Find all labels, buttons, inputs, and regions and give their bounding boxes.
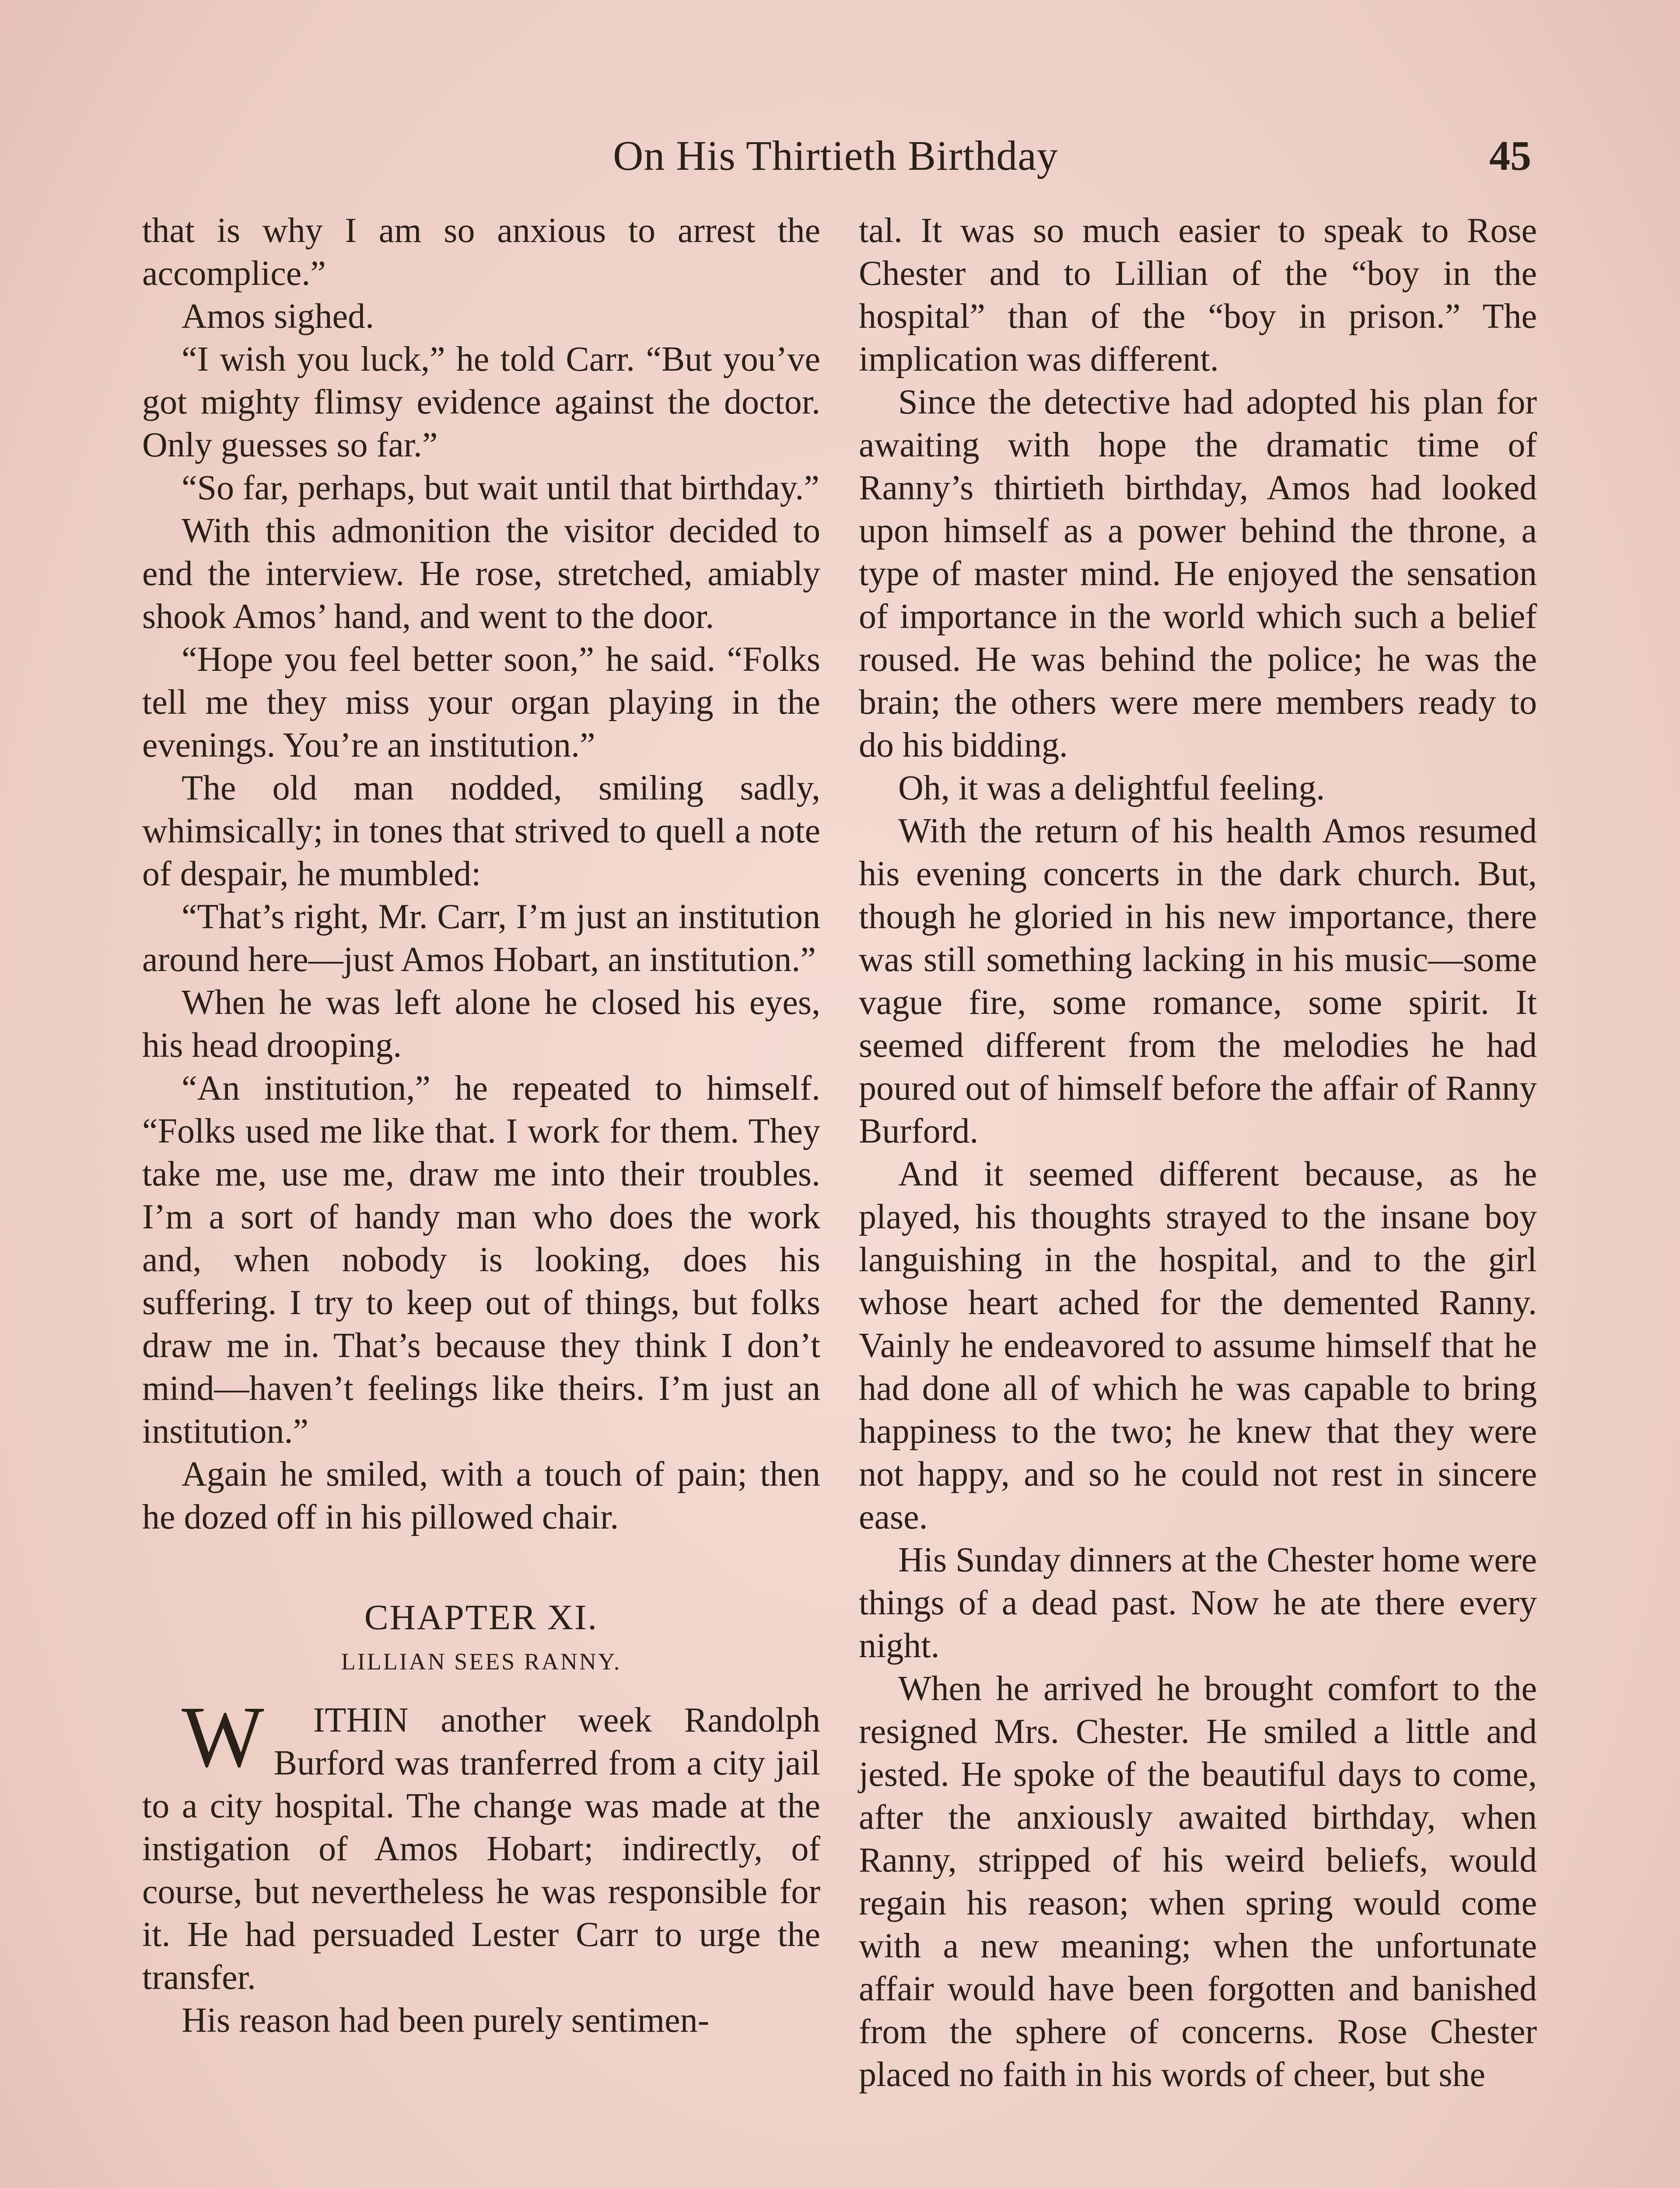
page-number: 45 (1489, 132, 1531, 179)
paragraph: With this admonition the visitor decided to end the interview. He rose, stretched, amiably shook Amos’ hand, and went to the door. (142, 512, 820, 636)
paragraph: “Hope you feel better soon,” he said. “Folks tell me they miss your organ playing in the evenings. You’re an institution.” (142, 640, 820, 764)
paragraph: Again he smiled, with a touch of pain; then he dozed off in his pillowed chair. (142, 1455, 820, 1536)
paragraph: “An institution,” he repeated to himself. “Folks used me like that. I work for them. They take me, use me, draw me into their troubles. I’m a sort of handy man who does the work and, when nobody is looking, does his suffering. I try to keep out of things, but folks draw me in. That’s because they think I don’t mind—haven’t feelings like theirs. I’m just an institution.” (142, 1069, 820, 1451)
page-header (140, 131, 1531, 188)
chapter-opening-text: ITHIN another week Randolph Burford was tranferred from a city jail to a city hospital. The change was made at the instigation of Amos Hobart; indirectly, of course, but nevertheless he was responsible for it. He had persuaded Lester Carr to urge the transfer. (142, 1701, 820, 1997)
left-column (142, 209, 820, 2042)
paragraph: With the return of his health Amos resumed his evening concerts in the dark church. But, though he gloried in his new importance, there was still something lacking in his music—some vague fire, some romance, some spirit. It seemed different from the melodies he had poured out of himself before the affair of Ranny Burford. (859, 812, 1537, 1150)
paragraph: His reason had been purely sentimen- (182, 2001, 710, 2040)
paragraph: Since the detective had adopted his plan for awaiting with hope the dramatic time of Ranny’s thirtieth birthday, Amos had looked upon himself as a power behind the throne, a type of master mind. He enjoyed the sensation of importance in the world which such a belief roused. He was behind the police; he was the brain; the others were mere members ready to do his bidding. (859, 383, 1537, 764)
paragraph: And it seemed different because, as he played, his thoughts strayed to the insane boy languishing in the hospital, and to the girl whose heart ached for the demented Ranny. Vainly he endeavored to assume himself that he had done all of which he was capable to bring happiness to the two; he knew that they were not happy, and so he could not rest in sincere ease. (859, 1155, 1537, 1536)
chapter-title: CHAPTER XI. (364, 1597, 598, 1637)
drop-cap: W (182, 1689, 264, 1785)
chapter-opening-paragraph (142, 1689, 820, 1999)
paragraph: Amos sighed. (182, 297, 374, 336)
paragraph: His Sunday dinners at the Chester home were things of a dead past. Now he ate there every night. (859, 1541, 1537, 1665)
paragraph: When he was left alone he closed his eyes, his head drooping. (142, 983, 820, 1065)
paragraph: tal. It was so much easier to speak to Rose Chester and to Lillian of the “boy in the hospital” than of the “boy in prison.” The implication was different. (859, 211, 1537, 379)
paragraph: Oh, it was a delightful feeling. (898, 769, 1325, 807)
paragraph: “That’s right, Mr. Carr, I’m just an institution around here—just Amos Hobart, an institution.” (142, 898, 820, 979)
paragraph: “I wish you luck,” he told Carr. “But you’ve got mighty flimsy evidence against the doctor. Only guesses so far.” (142, 340, 820, 464)
right-column (859, 209, 1537, 2096)
paragraph: When he arrived he brought comfort to the resigned Mrs. Chester. He smiled a little and jested. He spoke of the beautiful days to come, after the anxiously awaited birthday, when Ranny, stripped of his weird beliefs, would regain his reason; when spring would come with a new meaning; when the unfortunate affair would have been forgotten and banished from the sphere of concerns. Rose Chester placed no faith in his words of cheer, but she (859, 1669, 1537, 2094)
running-head: On His Thirtieth Birthday (613, 132, 1058, 179)
paragraph: The old man nodded, smiling sadly, whimsically; in tones that strived to quell a note of despair, he mumbled: (142, 769, 820, 893)
paragraph: that is why I am so anxious to arrest the accomplice.” (142, 211, 820, 293)
paragraph: “So far, perhaps, but wait until that birthday.” (182, 469, 819, 507)
chapter-subtitle: LILLIAN SEES RANNY. (341, 1648, 622, 1675)
